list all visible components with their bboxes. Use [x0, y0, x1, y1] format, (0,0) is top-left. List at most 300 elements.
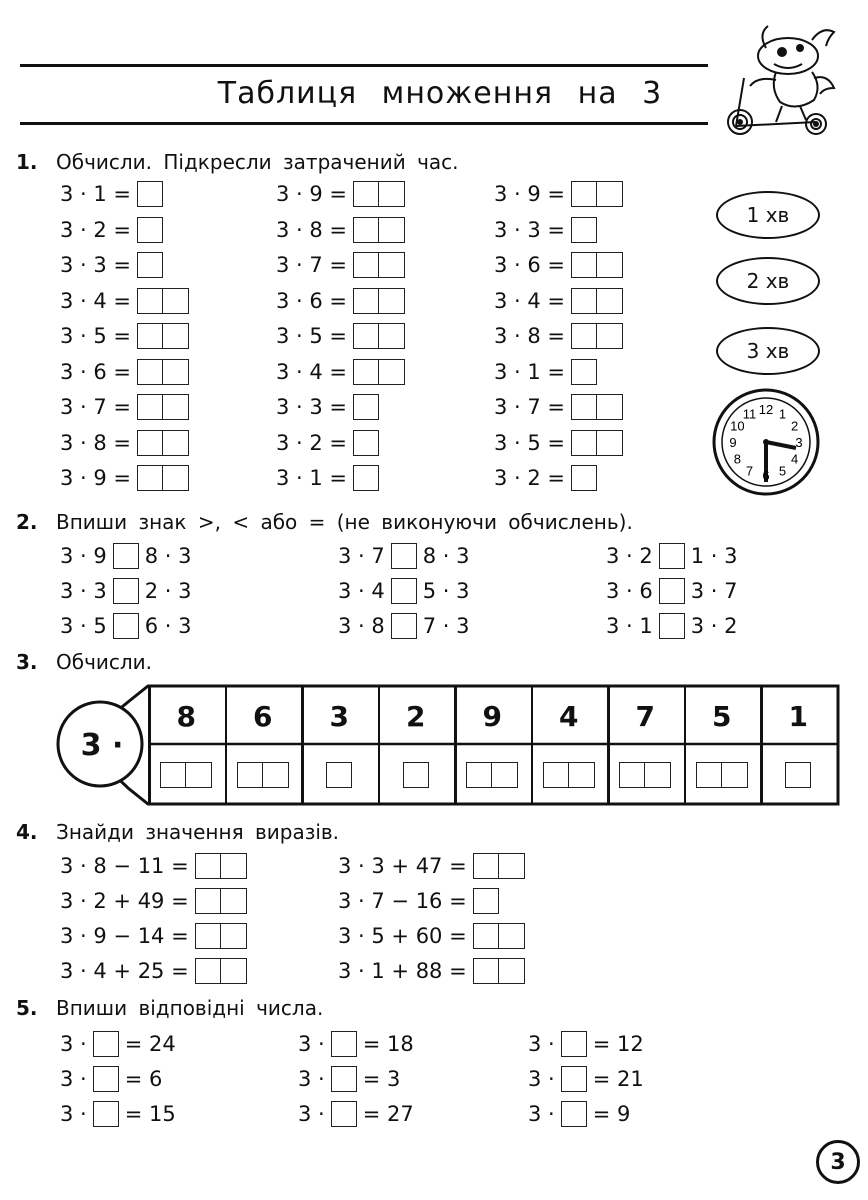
expression-row	[338, 922, 525, 950]
answer-box[interactable]	[571, 181, 597, 207]
answer-box[interactable]	[499, 923, 525, 949]
answer-box[interactable]	[326, 762, 352, 788]
answer-boxes	[571, 359, 597, 385]
answer-box[interactable]	[186, 762, 212, 788]
result: = 24	[124, 1032, 176, 1056]
answer-boxes	[466, 762, 518, 788]
expression-row	[338, 852, 525, 880]
answer-box[interactable]	[195, 888, 221, 914]
task-3-text: Обчисли.	[56, 650, 153, 674]
answer-box[interactable]	[571, 217, 597, 243]
answer-box[interactable]	[195, 853, 221, 879]
answer-box[interactable]	[137, 181, 163, 207]
answer-box[interactable]	[571, 465, 597, 491]
answer-box[interactable]	[163, 323, 189, 349]
task-3-heading	[16, 650, 152, 674]
left-expression: 3 ·	[60, 1067, 87, 1091]
result: = 27	[362, 1102, 414, 1126]
answer-boxes	[93, 1101, 119, 1127]
expression-row	[60, 852, 247, 880]
clock-number: 3	[795, 435, 803, 450]
factor-value: 1	[788, 699, 808, 733]
answer-box[interactable]	[93, 1031, 119, 1057]
answer-boxes	[353, 252, 405, 278]
right-expression: 3 · 2	[690, 614, 738, 638]
comparison-row	[60, 577, 192, 605]
factor-value: 6	[253, 699, 273, 733]
answer-box[interactable]	[379, 252, 405, 278]
answer-boxes	[353, 181, 405, 207]
answer-box[interactable]	[379, 323, 405, 349]
result-cell	[454, 746, 531, 804]
answer-box[interactable]	[353, 217, 379, 243]
answer-box[interactable]	[113, 543, 139, 569]
header-bottom-rule	[20, 122, 708, 125]
exercise-row	[494, 216, 597, 244]
expression: 3 · 4 =	[60, 288, 132, 313]
left-expression: 3 · 9	[60, 544, 107, 568]
answer-boxes	[391, 578, 417, 604]
task-4-heading	[16, 820, 339, 844]
factor-cell	[301, 688, 378, 744]
missing-factor-row	[298, 1030, 414, 1058]
answer-boxes	[659, 578, 685, 604]
right-expression: 1 · 3	[690, 544, 738, 568]
answer-box[interactable]	[331, 1101, 357, 1127]
answer-boxes	[391, 613, 417, 639]
expression: 3 · 9 =	[60, 466, 132, 490]
answer-boxes	[137, 465, 189, 491]
answer-box[interactable]	[221, 888, 247, 914]
answer-boxes	[353, 288, 405, 314]
page-number: 3	[816, 1140, 860, 1184]
expression: 3 · 2 =	[276, 430, 348, 455]
exercise-row	[276, 322, 405, 350]
factor-cell	[607, 688, 684, 744]
left-expression: 3 · 6	[606, 579, 653, 603]
factor-cell	[454, 688, 531, 744]
expression-row	[60, 957, 247, 985]
factor-value: 7	[635, 699, 655, 733]
time-option-label: 1 хв	[746, 203, 790, 227]
answer-boxes	[195, 853, 247, 879]
answer-box[interactable]	[659, 578, 685, 604]
factor-cell	[148, 688, 225, 744]
answer-box[interactable]	[473, 888, 499, 914]
answer-boxes	[696, 762, 748, 788]
answer-box[interactable]	[353, 323, 379, 349]
answer-box[interactable]	[499, 958, 525, 984]
answer-box[interactable]	[569, 762, 595, 788]
missing-factor-row	[528, 1030, 644, 1058]
header-top-rule	[20, 64, 708, 67]
answer-boxes	[113, 613, 139, 639]
left-expression: 3 ·	[528, 1067, 555, 1091]
time-option-1[interactable]	[716, 191, 820, 239]
expression: 3 · 2 =	[494, 466, 566, 490]
answer-box[interactable]	[571, 252, 597, 278]
answer-box[interactable]	[379, 288, 405, 314]
task-2-text: Впиши знак >, < або = (не виконуючи обчислень).	[56, 510, 633, 534]
answer-boxes	[113, 578, 139, 604]
result-cell	[225, 746, 302, 804]
answer-box[interactable]	[499, 853, 525, 879]
result-cell	[148, 746, 225, 804]
result: = 9	[592, 1102, 631, 1126]
comparison-row	[338, 612, 470, 640]
answer-boxes	[571, 181, 623, 207]
answer-box[interactable]	[696, 762, 722, 788]
left-expression: 3 ·	[298, 1067, 325, 1091]
comparison-row	[606, 612, 738, 640]
answer-box[interactable]	[379, 359, 405, 385]
exercise-row	[60, 358, 189, 386]
answer-boxes	[353, 217, 405, 243]
answer-box[interactable]	[379, 217, 405, 243]
right-expression: 5 · 3	[422, 579, 470, 603]
right-expression: 8 · 3	[422, 544, 470, 568]
answer-box[interactable]	[113, 613, 139, 639]
answer-boxes	[137, 394, 189, 420]
task-1-number: 1.	[16, 150, 38, 174]
answer-boxes	[571, 323, 623, 349]
answer-box[interactable]	[473, 923, 499, 949]
exercise-row	[60, 180, 163, 208]
answer-box[interactable]	[619, 762, 645, 788]
answer-box[interactable]	[561, 1031, 587, 1057]
time-option-label: 3 хв	[746, 339, 790, 363]
clock-number: 9	[729, 435, 737, 450]
answer-box[interactable]	[221, 958, 247, 984]
answer-box[interactable]	[353, 181, 379, 207]
table-divider	[148, 686, 151, 804]
answer-box[interactable]	[221, 923, 247, 949]
answer-box[interactable]	[403, 762, 429, 788]
answer-boxes	[195, 923, 247, 949]
answer-box[interactable]	[137, 323, 163, 349]
answer-box[interactable]	[137, 288, 163, 314]
clock-icon	[710, 386, 822, 498]
answer-box[interactable]	[137, 359, 163, 385]
answer-boxes	[571, 217, 597, 243]
task-2-number: 2.	[16, 510, 38, 534]
right-expression: 7 · 3	[422, 614, 470, 638]
answer-box[interactable]	[466, 762, 492, 788]
answer-box[interactable]	[645, 762, 671, 788]
answer-box[interactable]	[473, 853, 499, 879]
result: = 21	[592, 1067, 644, 1091]
result-cell	[301, 746, 378, 804]
answer-box[interactable]	[597, 394, 623, 420]
right-expression: 2 · 3	[144, 579, 192, 603]
answer-boxes	[195, 888, 247, 914]
exercise-row	[276, 393, 379, 421]
factor-cell	[225, 688, 302, 744]
clock-number: 12	[758, 402, 774, 417]
answer-box[interactable]	[379, 181, 405, 207]
answer-box[interactable]	[597, 323, 623, 349]
clock-number: 8	[733, 451, 742, 467]
exercise-row	[494, 393, 623, 421]
right-expression: 3 · 7	[690, 579, 738, 603]
answer-box[interactable]	[571, 288, 597, 314]
answer-box[interactable]	[353, 430, 379, 456]
comparison-row	[606, 542, 738, 570]
answer-box[interactable]	[137, 394, 163, 420]
left-expression: 3 ·	[298, 1102, 325, 1126]
answer-box[interactable]	[137, 430, 163, 456]
left-expression: 3 · 4	[338, 579, 385, 603]
answer-boxes	[403, 762, 429, 788]
left-expression: 3 · 1	[606, 614, 653, 638]
answer-box[interactable]	[137, 217, 163, 243]
answer-box[interactable]	[160, 762, 186, 788]
expression: 3 · 3 =	[494, 217, 566, 242]
result-cell	[684, 746, 761, 804]
answer-boxes	[571, 394, 623, 420]
result: = 3	[362, 1067, 401, 1091]
answer-boxes	[137, 181, 163, 207]
answer-box[interactable]	[353, 252, 379, 278]
answer-boxes	[137, 288, 189, 314]
expression: 3 · 9 − 14 =	[60, 924, 189, 948]
answer-boxes	[137, 217, 163, 243]
missing-factor-row	[298, 1100, 414, 1128]
answer-box[interactable]	[113, 578, 139, 604]
comparison-row	[60, 542, 192, 570]
answer-boxes	[353, 430, 379, 456]
answer-box[interactable]	[237, 762, 263, 788]
answer-box[interactable]	[195, 923, 221, 949]
answer-boxes	[331, 1031, 357, 1057]
answer-box[interactable]	[195, 958, 221, 984]
answer-box[interactable]	[391, 613, 417, 639]
left-expression: 3 · 8	[338, 614, 385, 638]
task-5-heading	[16, 996, 323, 1020]
exercise-row	[60, 429, 189, 457]
task-4-number: 4.	[16, 820, 38, 844]
answer-box[interactable]	[597, 288, 623, 314]
answer-boxes	[659, 613, 685, 639]
left-expression: 3 · 2	[606, 544, 653, 568]
comparison-row	[606, 577, 738, 605]
left-expression: 3 · 7	[338, 544, 385, 568]
exercise-row	[276, 251, 405, 279]
result: = 15	[124, 1102, 176, 1126]
expression: 3 · 5 =	[60, 324, 132, 348]
answer-boxes	[137, 359, 189, 385]
answer-boxes	[353, 465, 379, 491]
expression: 3 · 1 =	[60, 182, 132, 206]
clock-number: 11	[742, 406, 757, 422]
right-expression: 8 · 3	[144, 544, 192, 568]
answer-box[interactable]	[163, 359, 189, 385]
answer-boxes	[137, 430, 189, 456]
task-5-text: Впиши відповідні числа.	[56, 996, 324, 1020]
answer-box[interactable]	[163, 394, 189, 420]
exercise-row	[494, 251, 623, 279]
answer-boxes	[137, 252, 163, 278]
clock-number: 2	[790, 418, 799, 434]
exercise-row	[276, 287, 405, 315]
expression: 3 · 6 =	[60, 359, 132, 384]
expression: 3 · 1 =	[494, 359, 566, 384]
answer-box[interactable]	[163, 465, 189, 491]
exercise-row	[494, 287, 623, 315]
factor-value: 3	[329, 699, 349, 733]
expression-row	[338, 887, 499, 915]
answer-box[interactable]	[221, 853, 247, 879]
expression: 3 · 2 + 49 =	[60, 889, 189, 913]
answer-boxes	[195, 958, 247, 984]
clock-number: 1	[778, 406, 787, 422]
clock-number: 4	[790, 451, 799, 467]
comparison-row	[338, 577, 470, 605]
expression: 3 · 7 =	[494, 395, 566, 419]
expression: 3 · 8 =	[60, 430, 132, 455]
missing-factor-row	[60, 1065, 162, 1093]
right-expression: 6 · 3	[144, 614, 192, 638]
expression: 3 · 8 =	[276, 217, 348, 242]
expression: 3 · 6 =	[494, 253, 566, 277]
answer-box[interactable]	[163, 288, 189, 314]
answer-box[interactable]	[722, 762, 748, 788]
answer-boxes	[659, 543, 685, 569]
exercise-row	[60, 287, 189, 315]
exercise-row	[60, 393, 189, 421]
answer-box[interactable]	[163, 430, 189, 456]
answer-box[interactable]	[561, 1066, 587, 1092]
task-1-heading	[16, 150, 459, 174]
factor-value: 4	[559, 699, 579, 733]
answer-box[interactable]	[785, 762, 811, 788]
expression: 3 · 9 =	[494, 182, 566, 206]
expression: 3 · 5 =	[494, 430, 566, 455]
answer-box[interactable]	[473, 958, 499, 984]
exercise-row	[494, 429, 623, 457]
answer-boxes	[785, 762, 811, 788]
missing-factor-row	[298, 1065, 400, 1093]
expression: 3 · 4 + 25 =	[60, 959, 189, 983]
answer-box[interactable]	[353, 359, 379, 385]
answer-boxes	[571, 252, 623, 278]
expression: 3 · 2 =	[60, 217, 132, 242]
answer-box[interactable]	[331, 1066, 357, 1092]
missing-factor-row	[60, 1100, 176, 1128]
exercise-row	[494, 180, 623, 208]
expression: 3 · 3 =	[60, 253, 132, 277]
expression: 3 · 6 =	[276, 288, 348, 313]
answer-box[interactable]	[597, 181, 623, 207]
result: = 12	[592, 1032, 644, 1056]
expression-row	[60, 922, 247, 950]
answer-box[interactable]	[571, 430, 597, 456]
answer-boxes	[93, 1031, 119, 1057]
clock-number: 5	[778, 463, 787, 479]
expression: 3 · 8 − 11 =	[60, 854, 189, 878]
answer-box[interactable]	[571, 359, 597, 385]
answer-box[interactable]	[571, 394, 597, 420]
exercise-row	[276, 464, 379, 492]
time-option-3[interactable]	[716, 327, 820, 375]
left-expression: 3 ·	[298, 1032, 325, 1056]
answer-box[interactable]	[353, 465, 379, 491]
clock-number: 10	[730, 418, 745, 434]
task-5-number: 5.	[16, 996, 38, 1020]
factor-value: 9	[482, 699, 502, 733]
clock-number: 6	[762, 468, 770, 483]
expression: 3 · 7 =	[276, 253, 348, 277]
answer-boxes	[619, 762, 671, 788]
answer-box[interactable]	[597, 430, 623, 456]
answer-box[interactable]	[93, 1066, 119, 1092]
answer-boxes	[93, 1066, 119, 1092]
answer-box[interactable]	[93, 1101, 119, 1127]
result-cell	[531, 746, 608, 804]
expression: 3 · 7 − 16 =	[338, 889, 467, 913]
time-option-2[interactable]	[716, 257, 820, 305]
answer-box[interactable]	[561, 1101, 587, 1127]
answer-boxes	[331, 1101, 357, 1127]
exercise-row	[494, 322, 623, 350]
answer-boxes	[473, 958, 525, 984]
missing-factor-row	[528, 1100, 630, 1128]
answer-box[interactable]	[492, 762, 518, 788]
exercise-row	[60, 251, 163, 279]
missing-factor-row	[528, 1065, 644, 1093]
answer-box[interactable]	[391, 543, 417, 569]
exercise-row	[494, 464, 597, 492]
comparison-row	[60, 612, 192, 640]
answer-box[interactable]	[391, 578, 417, 604]
answer-box[interactable]	[571, 323, 597, 349]
answer-boxes	[561, 1031, 587, 1057]
answer-boxes	[326, 762, 352, 788]
answer-box[interactable]	[263, 762, 289, 788]
missing-factor-row	[60, 1030, 176, 1058]
clock-number: 7	[745, 463, 754, 479]
left-expression: 3 · 5	[60, 614, 107, 638]
answer-boxes	[473, 923, 525, 949]
exercise-row	[60, 464, 189, 492]
exercise-row	[276, 180, 405, 208]
answer-boxes	[137, 323, 189, 349]
task-1-text: Обчисли. Підкресли затрачений час.	[56, 150, 459, 174]
expression: 3 · 8 =	[494, 324, 566, 348]
answer-box[interactable]	[659, 613, 685, 639]
answer-boxes	[473, 888, 499, 914]
answer-box[interactable]	[137, 252, 163, 278]
expression: 3 · 1 =	[276, 466, 348, 490]
answer-box[interactable]	[137, 465, 163, 491]
answer-box[interactable]	[543, 762, 569, 788]
answer-boxes	[571, 465, 597, 491]
expression: 3 · 3 + 47 =	[338, 854, 467, 878]
answer-box[interactable]	[331, 1031, 357, 1057]
answer-box[interactable]	[597, 252, 623, 278]
expression-row	[60, 887, 247, 915]
answer-box[interactable]	[353, 394, 379, 420]
answer-box[interactable]	[353, 288, 379, 314]
answer-box[interactable]	[659, 543, 685, 569]
exercise-row	[60, 216, 163, 244]
expression: 3 · 9 =	[276, 182, 348, 206]
answer-boxes	[353, 394, 379, 420]
factor-value: 8	[176, 699, 196, 733]
factor-cell	[760, 688, 837, 744]
multiplier-label	[66, 720, 138, 770]
answer-boxes	[561, 1066, 587, 1092]
